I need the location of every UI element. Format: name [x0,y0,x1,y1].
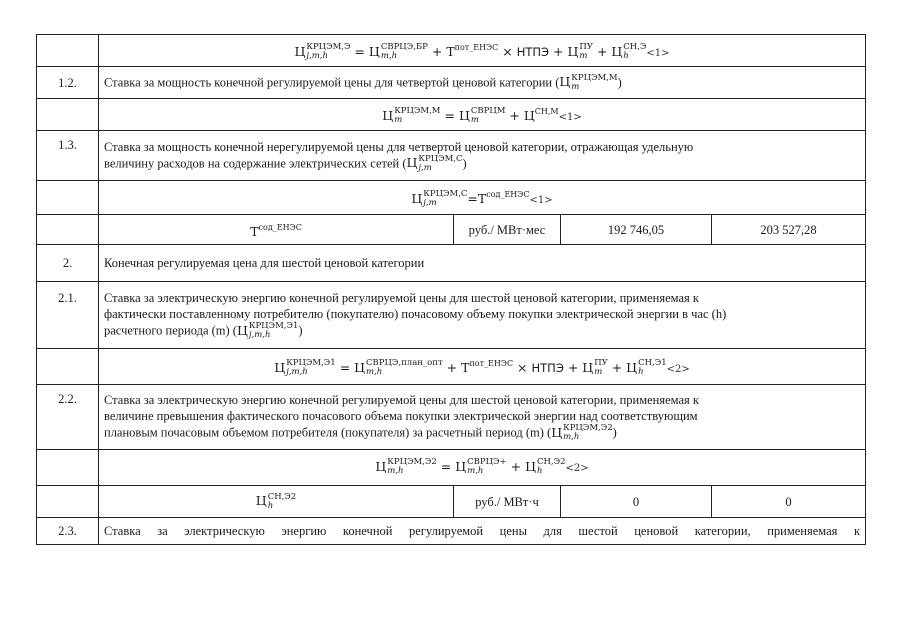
row-number-cell [37,215,99,245]
value-cell-2: 203 527,28 [712,215,866,245]
footnote-ref: <1> [646,47,670,59]
value-cell-1: 0 [561,486,712,518]
table-row [37,450,866,486]
row-description: Ставка за мощность конечной нерегулируемой цены для четвертой ценовой категории, отражающая удельную величину расходов на содержание электрических сетей (Ц КРЦЭМ,С j,m ) [99,131,866,181]
row-number: 1.2. [37,67,99,99]
row-number: 2. [37,245,99,282]
table-row [37,385,866,450]
table-row [37,486,866,518]
table-row [37,282,866,349]
row-number-cell [37,349,99,385]
row-number-cell [37,486,99,518]
row-number-cell [37,450,99,486]
tariff-table [36,34,866,545]
formula-krcem-m: Ц КРЦЭМ,М m = Ц СВРЦМ m + $Ц^{СН,М}<1>$ [382,106,582,125]
footnote-ref: <2> [666,363,690,375]
formula-cell [99,181,866,215]
row-number-cell [37,99,99,131]
table-row [37,131,866,181]
unit-cell: руб./ МВт·ч [454,486,561,518]
table-row [37,518,866,545]
footnote-ref: <1> [529,194,553,206]
footnote-ref: <2> [565,462,589,474]
table-row [37,245,866,282]
row-description: Ставка за электрическую энергию конечной регулируемой цены для шестой ценовой категории, применяемая к [99,518,866,545]
table-row [37,35,866,67]
footnote-ref: <1> [558,111,582,123]
row-number-cell [37,35,99,67]
formula-krcem-e1: Ц КРЦЭМ,Э1 j,m,h = Ц СВРЦЭ,план_опт m,h + $Т^{пот\_ЕНЭС}$ × НТПЭ + Ц ПУ m + Ц СН,Э1 h <2> [274,358,690,377]
row-number: 2.2. [37,385,99,450]
row-description: Ставка за электрическую энергию конечной регулируемой цены для шестой ценовой категории, применяемая к величине превышения фактического почасового объема покупки электрической энергии над соответствующим плановым почасовым объемом потребителя (покупателя) за расчетный период (m) (Ц КРЦЭМ,Э2 m,h ) [99,385,866,450]
table-row [37,349,866,385]
unit-cell: руб./ МВт·мес [454,215,561,245]
row-number: 2.3. [37,518,99,545]
table-row [37,99,866,131]
table-row [37,215,866,245]
formula-krcem-e2: Ц КРЦЭМ,Э2 m,h = Ц СВРЦЭ+ m,h + Ц СН,Э2 h <2> [375,457,589,477]
row-number-cell [37,181,99,215]
row-number: 2.1. [37,282,99,349]
formula-cell [99,450,866,486]
table-row [37,67,866,99]
row-description: Ставка за мощность конечной регулируемой цены для четвертой ценовой категории (Ц КРЦЭМ,М m ) [99,67,866,99]
table-row [37,181,866,215]
row-description: Конечная регулируемая цена для шестой ценовой категории [99,245,866,282]
formula-cell [99,99,866,131]
value-cell-2: 0 [712,486,866,518]
value-cell-1: 192 746,05 [561,215,712,245]
value-label: $Т^{сод\_ЕНЭС}$ [99,215,454,245]
formula-krcem-e: Ц КРЦЭМ,Э j,m,h = Ц СВРЦЭ,БР m,h + $Т^{пот\_ЕНЭС}$ × НТПЭ + Ц ПУ m + Ц СН,Э h <1> [294,42,670,61]
formula-cell [99,35,866,67]
formula-cell [99,349,866,385]
formula-krcem-c: Ц КРЦЭМ,С j,m $=Т^{сод\_ЕНЭС}<1>$ [411,189,553,208]
row-description: Ставка за электрическую энергию конечной регулируемой цены для шестой ценовой категории, применяемая к фактически поставленному потребителю (покупателю) почасовому объему покупки электрической энергии в час (h) расчетного периода (m) (Ц КРЦЭМ,Э1 j,m,h ) [99,282,866,349]
row-number: 1.3. [37,131,99,181]
value-label: Ц СН,Э2 h [99,486,454,518]
